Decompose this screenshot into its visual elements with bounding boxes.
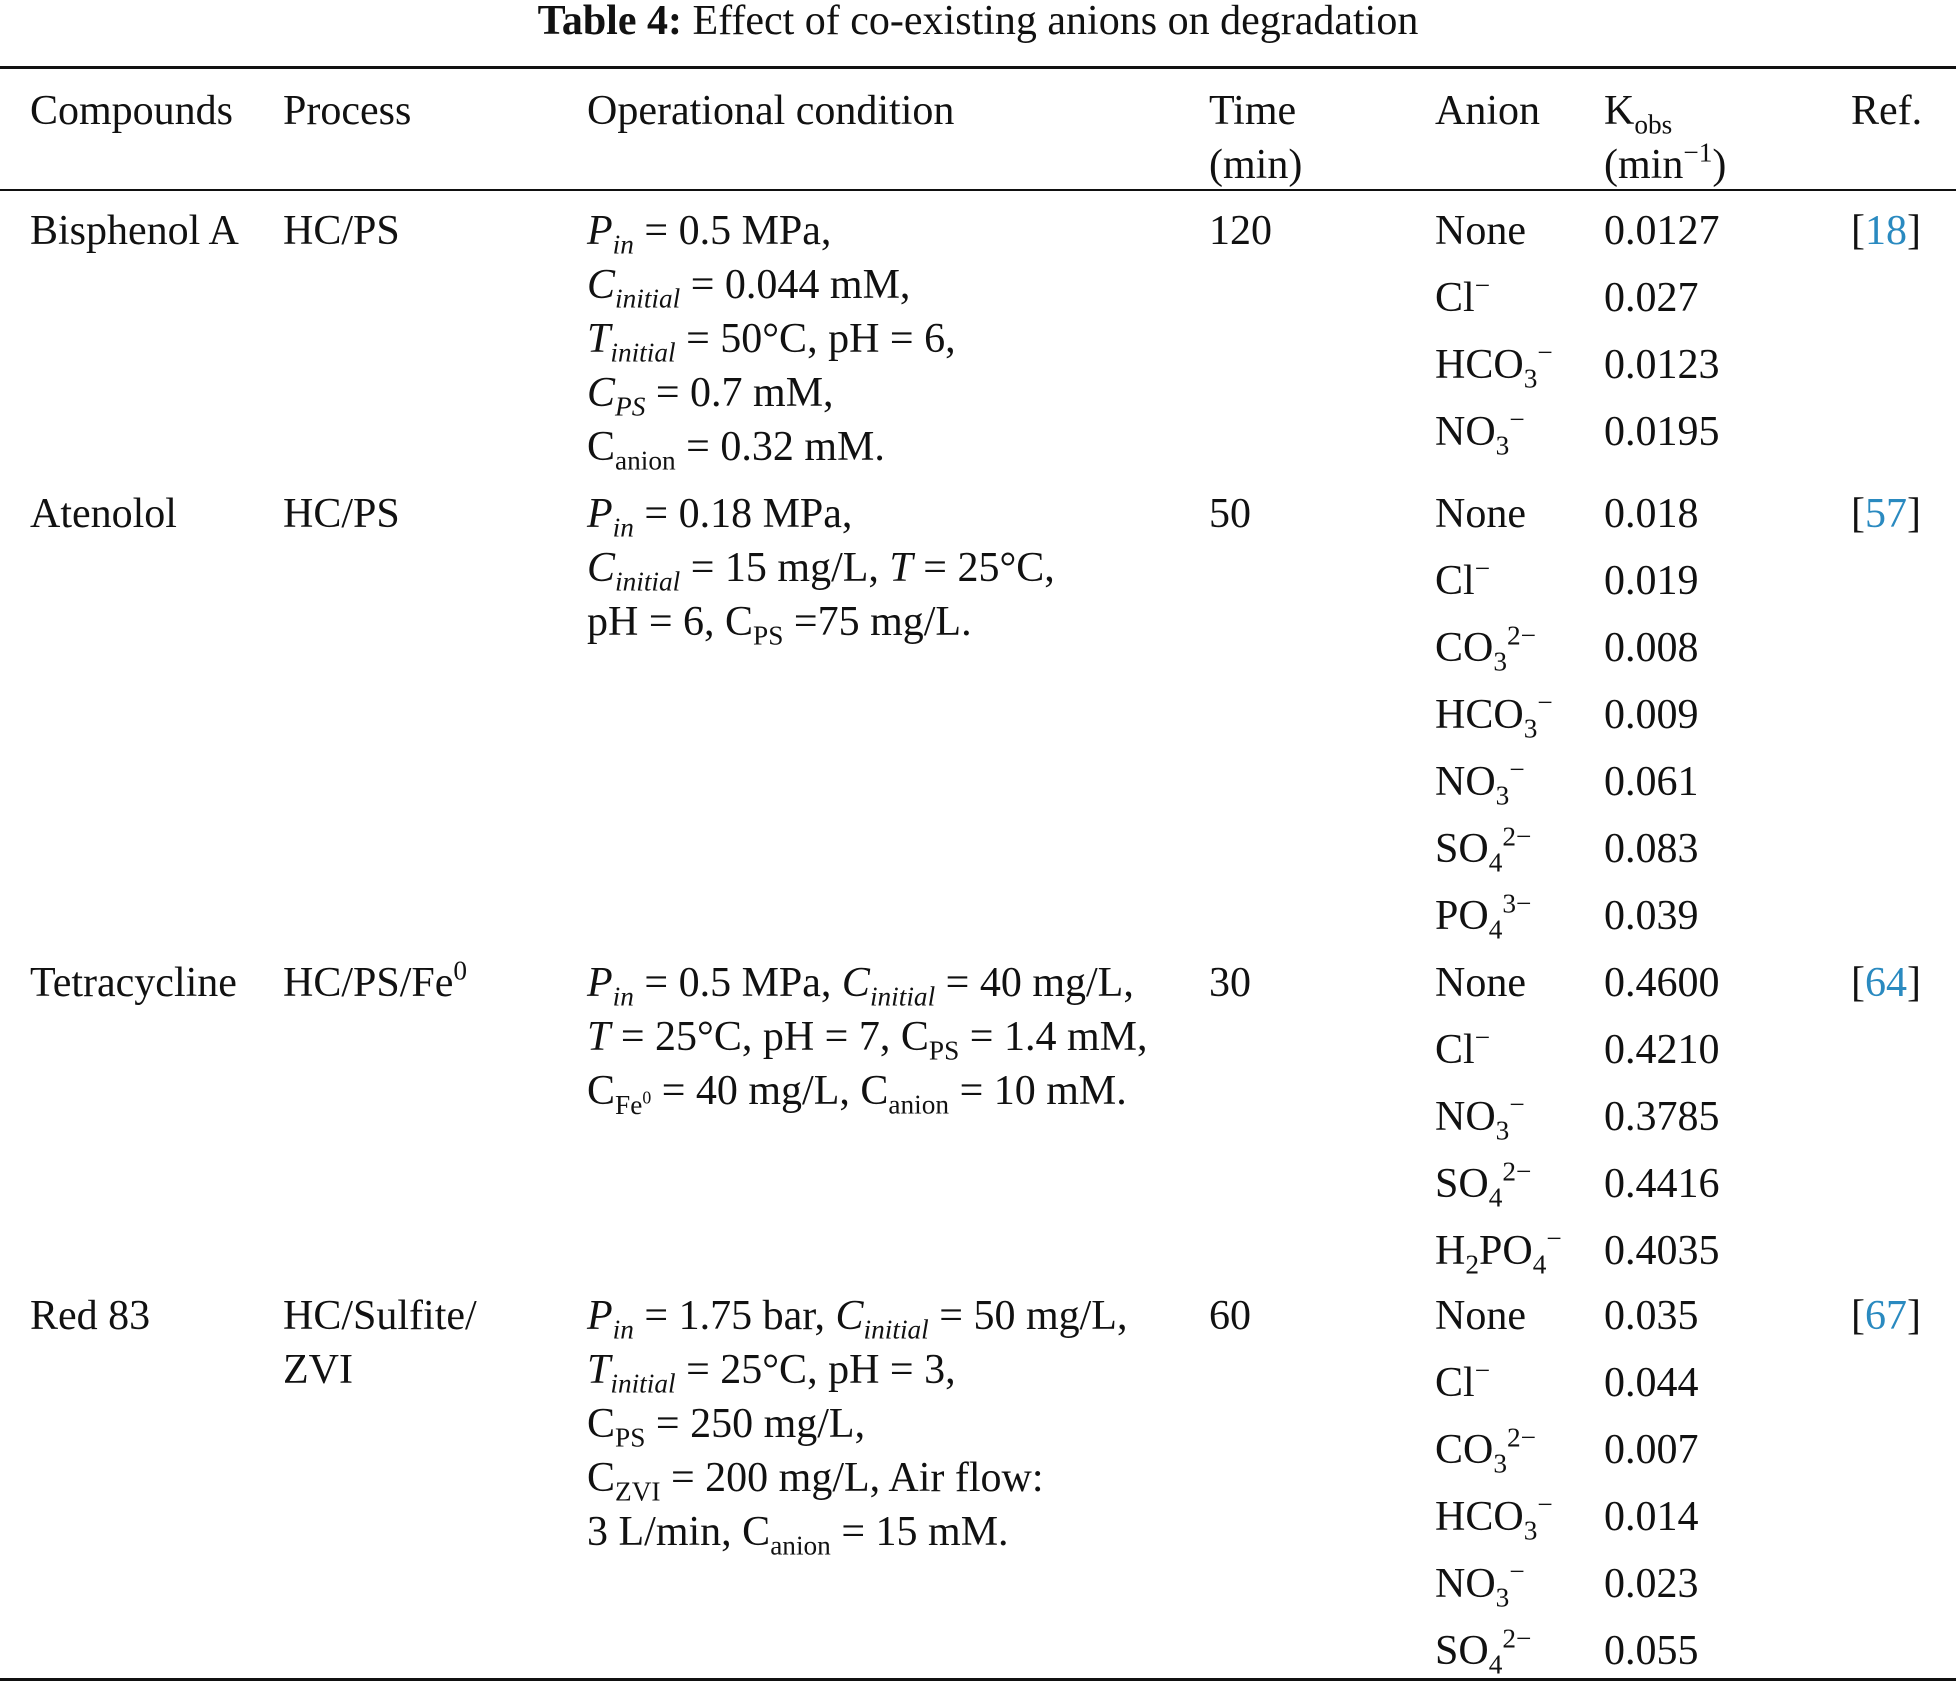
table-caption: [0, 0, 1956, 44]
ref-link-64[interactable]: 64: [1865, 960, 1907, 1006]
header-kobs: [1604, 84, 1726, 192]
row4-process: HC/Sulfite/ ZVI: [283, 1293, 477, 1393]
row2-anions: None Cl− $CO_3^{2-}$ $HCO_3^-$ $NO_3^-$ $SO_4^{2-}$ $PO_4^{3-}$: [1435, 491, 1553, 945]
row2-ref: [57]: [1851, 491, 1921, 537]
row4-time: 60: [1209, 1293, 1251, 1339]
caption-label: Table 4:: [537, 0, 682, 44]
row4-anions: None Cl− $CO_3^{2-}$ $HCO_3^-$ $NO_3^-$ $SO_4^{2-}$: [1435, 1293, 1553, 1680]
row2-kobs: 0.018 0.019 0.008 0.009 0.061 0.083 0.039: [1604, 491, 1699, 939]
ref-link-18[interactable]: 18: [1865, 208, 1907, 254]
row4-kobs: 0.035 0.044 0.007 0.014 0.023 0.055: [1604, 1293, 1699, 1674]
header-kobs-line1: $K_{obs}$: [1604, 88, 1673, 140]
row2-compound: Atenolol: [30, 491, 177, 537]
row2-time: 50: [1209, 491, 1251, 537]
row1-compound: Bisphenol A: [30, 208, 239, 254]
header-kobs-line2: $(\min^{-1})$: [1604, 137, 1727, 188]
row2-condition: $P_{in} = 0.18$ MPa, $C_{initial} = 15$ mg/L, T = 25°C, pH = 6, $C_{PS} =75$ mg/L.: [587, 491, 1055, 651]
header-condition: Operational condition: [587, 88, 955, 134]
row3-anions: None Cl− $NO_3^-$ $SO_4^{2-}$ $H_2PO_4^-$: [1435, 960, 1562, 1280]
row1-anions: None Cl− $HCO_3^-$ $NO_3^-$: [1435, 208, 1553, 461]
caption-text: Effect of co-existing anions on degradation: [692, 0, 1419, 44]
row1-kobs: 0.0127 0.027 0.0123 0.0195: [1604, 208, 1720, 455]
ref-link-67[interactable]: 67: [1865, 1293, 1907, 1339]
header-anion: Anion: [1435, 88, 1540, 134]
row4-compound: Red 83: [30, 1293, 151, 1339]
top-rule: [0, 66, 1956, 69]
row3-kobs: 0.4600 0.4210 0.3785 0.4416 0.4035: [1604, 960, 1720, 1274]
row1-time: 120: [1209, 208, 1272, 254]
row3-ref: [64]: [1851, 960, 1921, 1006]
header-time-line2: (min): [1209, 142, 1303, 188]
header-compounds: Compounds: [30, 88, 234, 134]
row1-condition: $P_{in} = 0.5$ MPa, $C_{initial} = 0.044$ mM, $T_{initial} = 50^\circ C$, pH = 6, $C_{PS} = 0.7$ mM, $C_{anion} = 0.32$ mM.: [587, 208, 956, 476]
header-time: [1209, 84, 1302, 192]
row3-process: HC/PS/Fe$^0$: [283, 955, 468, 1006]
row4-condition: $P_{in} = 1.75$ bar, $C_{initial} = 50$ mg/L, $T_{initial} = 25^\circ C$, pH = 3, $C_{PS} = 250$ mg/L, $C_{ZVI} = 200$ mg/L, Air flow: 3 L/min, $C_{anion} = 15$ mM.: [587, 1293, 1128, 1561]
row3-compound: Tetracycline: [30, 960, 237, 1006]
row3-time: 30: [1209, 960, 1251, 1006]
row1-ref: [18]: [1851, 208, 1921, 254]
header-time-line1: Time: [1209, 88, 1297, 134]
header-ref: Ref.: [1851, 88, 1923, 134]
row2-process: HC/PS: [283, 491, 400, 537]
row4-ref: [67]: [1851, 1293, 1921, 1339]
ref-link-57[interactable]: 57: [1865, 491, 1907, 537]
row1-process: HC/PS: [283, 208, 400, 254]
header-process: Process: [283, 88, 412, 134]
row3-condition: $P_{in} = 0.5$ MPa, $C_{initial} = 40$ mg/L, T = 25°C, pH = 7, $C_{PS} = 1.4$ mM, $C_{Fe^0} = 40$ mg/L, $C_{anion} = 10$ mM.: [587, 960, 1148, 1120]
